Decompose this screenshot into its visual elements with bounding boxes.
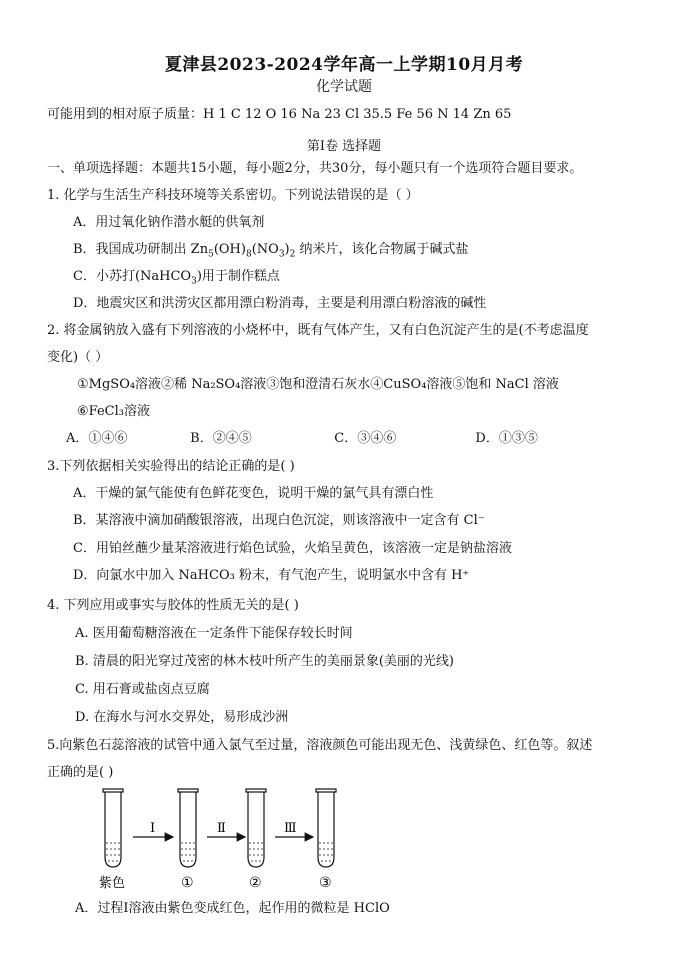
q3-stem: 3.下列依据相关实验得出的结论正确的是( ) (47, 459, 295, 474)
q1-stem: 1. 化学与生活生产科技环境等关系密切。下列说法错误的是（ ） (47, 188, 419, 203)
test-tube-purple (103, 789, 123, 867)
tube-label-3: ③ (319, 875, 332, 891)
test-tube-1 (178, 789, 198, 867)
q2-items-line2: ⑥FeCl₃溶液 (77, 404, 150, 419)
q1-option-b: B．我国成功研制出 $Zn_5(OH)_8(NO_3)_2$ 纳米片，该化合物属于碱式盐 (73, 242, 469, 260)
q2-stem-line1: 2. 将金属钠放入盛有下列溶液的小烧杯中，既有气体产生，又有白色沉淀产生的是(不考虑温度 (47, 323, 589, 338)
tube-label-2: ② (249, 875, 262, 891)
exam-title: 夏津县2023-2024学年高一上学期10月月考 (164, 55, 524, 75)
tube-label-purple: 紫色 (99, 876, 126, 891)
q2-stem-line2: 变化)（ ） (47, 350, 109, 365)
q5-option-a: A．过程Ⅰ溶液由紫色变成红色，起作用的微粒是 HClO (75, 901, 390, 916)
q3-option-b: B．某溶液中滴加硝酸银溶液，出现白色沉淀，则该溶液中一定含有 Cl⁻ (73, 513, 485, 528)
step-2-label: Ⅱ (217, 821, 226, 836)
q4-option-a: A. 医用葡萄糖溶液在一定条件下能保存较长时间 (75, 626, 353, 641)
q1-option-c-pre: C．小苏打(NaHCO (73, 269, 192, 284)
q4-option-b: B. 清晨的阳光穿过茂密的林木枝叶所产生的美丽景象(美丽的光线) (75, 654, 454, 669)
q5-stem-line1: 5.向紫色石蕊溶液的试管中通入氯气至过量，溶液颜色可能出现无色、浅黄绿色、红色等。叙述 (47, 738, 593, 753)
q2-options (66, 430, 538, 448)
q1-option-a: A．用过氧化钠作潜水艇的供氧剂 (73, 215, 265, 230)
q4-stem: 4. 下列应用或事实与胶体的性质无关的是( ) (47, 598, 299, 613)
q2-items-line1: ①MgSO₄溶液②稀 Na₂SO₄溶液③饱和澄清石灰水④CuSO₄溶液⑤饱和 NaCl 溶液 (77, 377, 559, 392)
section-heading: 第I卷 选择题 (306, 139, 382, 154)
q4-option-d: D. 在海水与河水交界处，易形成沙洲 (75, 710, 289, 725)
q2-option-c: C．③④⑥ (334, 431, 397, 446)
exam-subtitle: 化学试题 (316, 79, 372, 95)
q2-option-d: D．①③⑤ (475, 431, 538, 446)
q5-stem-line2: 正确的是( ) (47, 765, 114, 780)
step-1-label: Ⅰ (150, 821, 156, 836)
q3-option-d: D．向氯水中加入 NaHCO₃ 粉末，有气泡产生，说明氯水中含有 H⁺ (73, 568, 470, 583)
instructions: 一、单项选择题：本题共15小题，每小题2分，共30分，每小题只有一个选项符合题目要求。 (47, 161, 583, 176)
atomic-mass-line: 可能用到的相对原子质量：H 1 C 12 O 16 Na 23 Cl 35.5 Fe 56 N 14 Zn 65 (47, 107, 512, 122)
step-3-label: Ⅲ (284, 821, 297, 836)
q2-option-b: B．②④⑤ (190, 431, 252, 446)
q1-option-d: D．地震灾区和洪涝灾区都用漂白粉消毒，主要是利用漂白粉溶液的碱性 (73, 296, 487, 311)
q1-option-b-post: 纳米片，该化合物属于碱式盐 (299, 242, 469, 257)
tube-label-1: ① (181, 875, 194, 891)
test-tube-3 (316, 789, 336, 867)
q4-option-c: C. 用石膏或盐卤点豆腐 (75, 682, 210, 697)
test-tube-2 (246, 789, 266, 867)
test-tube-diagram (95, 785, 395, 895)
q1-option-c-post: )用于制作糕点 (196, 269, 280, 284)
q3-option-a: A．干燥的氯气能使有色鲜花变色，说明干燥的氯气具有漂白性 (73, 486, 434, 501)
q2-option-a: A．①④⑥ (66, 431, 128, 446)
q1-option-c: C．小苏打(NaHCO$_3$)用于制作糕点 (73, 269, 280, 287)
q1-option-b-pre: B．我国成功研制出 Zn (73, 242, 209, 257)
q3-option-c: C．用铂丝蘸少量某溶液进行焰色试验，火焰呈黄色，该溶液一定是钠盐溶液 (73, 541, 512, 556)
